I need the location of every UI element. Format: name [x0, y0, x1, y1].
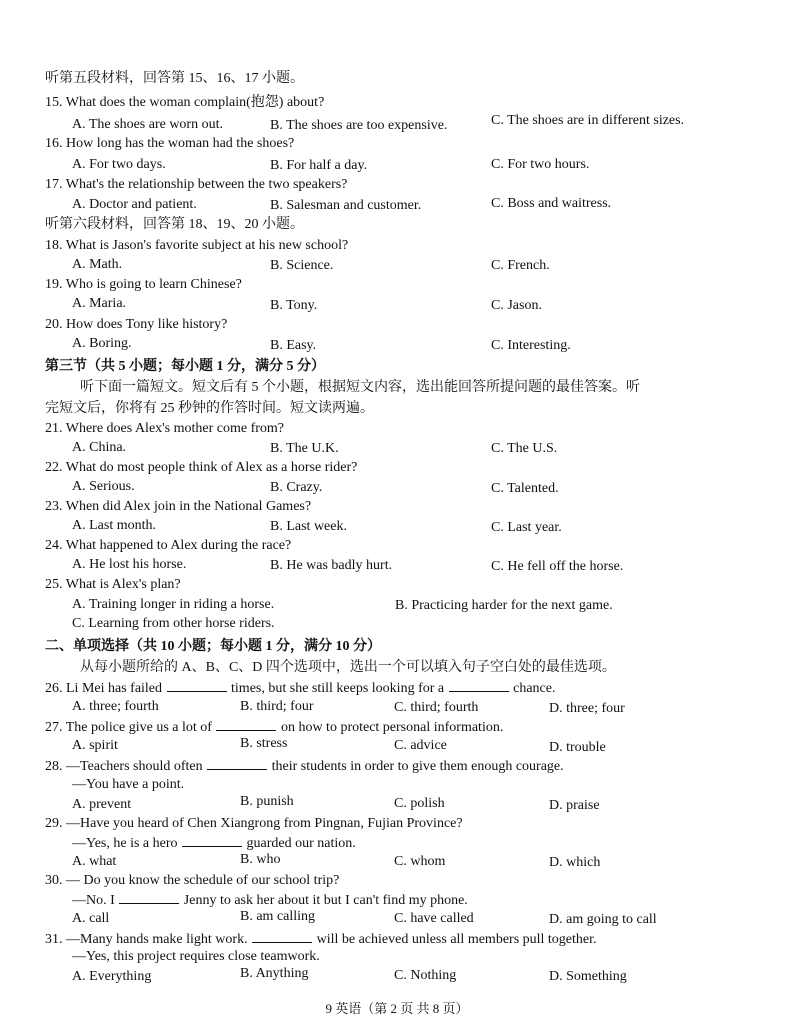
- question-30-option-b: B. am calling: [240, 909, 316, 924]
- question-30-option-c: C. have called: [394, 911, 474, 926]
- question-25-option-a: A. Training longer in riding a horse.: [72, 597, 275, 612]
- question-19-option-c: C. Jason.: [491, 298, 542, 313]
- question-26-option-b: B. third; four: [240, 699, 314, 714]
- question-23-option-a: A. Last month.: [72, 518, 156, 533]
- question-31-option-d: D. Something: [549, 969, 627, 984]
- question-17-option-b: B. Salesman and customer.: [270, 198, 422, 213]
- question-20-option-a: A. Boring.: [72, 336, 132, 351]
- question-31-blank: [252, 930, 312, 943]
- page-footer: 9 英语（第 2 页 共 8 页）: [325, 1001, 469, 1016]
- question-30-option-a: A. call: [72, 911, 110, 926]
- question-27-option-c: C. advice: [394, 738, 447, 753]
- question-26-stem-part3: chance.: [513, 681, 556, 696]
- question-19-option-a: A. Maria.: [72, 296, 127, 311]
- question-31-stem-part1: 31. —Many hands make light work.: [45, 932, 248, 947]
- question-28-option-a: A. prevent: [72, 797, 132, 812]
- question-29-blank: [182, 834, 242, 847]
- question-16-option-c: C. For two hours.: [491, 157, 590, 172]
- question-25-option-b: B. Practicing harder for the next game.: [395, 598, 613, 613]
- question-22-option-b: B. Crazy.: [270, 480, 323, 495]
- question-27-option-b: B. stress: [240, 736, 288, 751]
- question-22-option-c: C. Talented.: [491, 481, 559, 496]
- question-31-reply: —Yes, this project requires close teamwork.: [72, 949, 320, 964]
- question-23-option-c: C. Last year.: [491, 520, 562, 535]
- question-27-option-a: A. spirit: [72, 738, 118, 753]
- question-27-stem-part1: 27. The police give us a lot of: [45, 720, 212, 735]
- question-27-option-d: D. trouble: [549, 740, 606, 755]
- question-20-stem: 20. How does Tony like history?: [45, 317, 228, 332]
- question-19-option-b: B. Tony.: [270, 298, 318, 313]
- question-30-option-d: D. am going to call: [549, 912, 657, 927]
- section-part6-heading: 听第六段材料，回答第 18、19、20 小题。: [45, 217, 304, 232]
- question-25-option-c: C. Learning from other horse riders.: [72, 616, 275, 631]
- question-29-stem: 29. —Have you heard of Chen Xiangrong from Pingnan, Fujian Province?: [45, 816, 463, 831]
- section-single-choice-intro: 从每小题所给的 A、B、C、D 四个选项中，选出一个可以填入句子空白处的最佳选项。: [80, 660, 616, 675]
- question-23-stem: 23. When did Alex join in the National Games?: [45, 499, 312, 514]
- question-20-option-c: C. Interesting.: [491, 338, 571, 353]
- section-part3-title: 第三节（共 5 小题；每小题 1 分，满分 5 分）: [45, 359, 325, 374]
- question-20-option-b: B. Easy.: [270, 338, 317, 353]
- question-15-option-c: C. The shoes are in different sizes.: [491, 113, 685, 128]
- section-part5-heading: 听第五段材料，回答第 15、16、17 小题。: [45, 71, 304, 86]
- question-29-reply-part2: guarded our nation.: [246, 836, 356, 851]
- question-28-reply: —You have a point.: [72, 777, 185, 792]
- question-29-option-a: A. what: [72, 854, 117, 869]
- question-31-stem: [45, 930, 597, 950]
- question-28-blank: [207, 757, 267, 770]
- section-single-choice-title: 二、单项选择（共 10 小题；每小题 1 分，满分 10 分）: [45, 639, 381, 654]
- question-24-option-b: B. He was badly hurt.: [270, 558, 393, 573]
- question-26-blank-1: [167, 679, 227, 692]
- question-24-option-c: C. He fell off the horse.: [491, 559, 624, 574]
- question-29-option-c: C. whom: [394, 854, 446, 869]
- section-part3-intro-line2: 完短文后，你将有 25 秒钟的作答时间。短文读两遍。: [45, 401, 374, 416]
- question-18-option-c: C. French.: [491, 258, 550, 273]
- question-30-blank: [119, 891, 179, 904]
- question-29-reply-part1: —Yes, he is a hero: [72, 836, 178, 851]
- question-28-option-d: D. praise: [549, 798, 600, 813]
- question-31-option-c: C. Nothing: [394, 968, 457, 983]
- question-21-option-a: A. China.: [72, 440, 127, 455]
- question-26-stem: [45, 679, 555, 699]
- question-18-stem: 18. What is Jason's favorite subject at his new school?: [45, 238, 349, 253]
- question-18-option-a: A. Math.: [72, 257, 123, 272]
- question-26-stem-part2: times, but she still keeps looking for a: [231, 681, 445, 696]
- question-18-option-b: B. Science.: [270, 258, 334, 273]
- question-17-option-a: A. Doctor and patient.: [72, 197, 197, 212]
- question-26-option-a: A. three; fourth: [72, 699, 159, 714]
- question-31-stem-part2: will be achieved unless all members pull together.: [316, 932, 597, 947]
- question-29-option-b: B. who: [240, 852, 281, 867]
- question-28-stem: [45, 757, 564, 777]
- question-31-option-a: A. Everything: [72, 969, 152, 984]
- question-15-option-a: A. The shoes are worn out.: [72, 117, 223, 132]
- question-26-blank-2: [449, 679, 509, 692]
- question-26-option-c: C. third; fourth: [394, 700, 479, 715]
- question-31-option-b: B. Anything: [240, 966, 309, 981]
- question-23-option-b: B. Last week.: [270, 519, 347, 534]
- question-15-stem: 15. What does the woman complain(抱怨) about?: [45, 95, 325, 110]
- question-27-stem-part2: on how to protect personal information.: [280, 720, 504, 735]
- question-22-option-a: A. Serious.: [72, 479, 135, 494]
- question-22-stem: 22. What do most people think of Alex as a horse rider?: [45, 460, 358, 475]
- question-30-stem: 30. — Do you know the schedule of our school trip?: [45, 873, 340, 888]
- section-part3-intro-line1: 听下面一篇短文。短文后有 5 个小题，根据短文内容，选出能回答所提问题的最佳答案。听: [80, 380, 640, 395]
- question-19-stem: 19. Who is going to learn Chinese?: [45, 277, 242, 292]
- question-30-reply-part1: —No. I: [72, 893, 115, 908]
- question-27-blank: [216, 718, 276, 731]
- question-30-reply-part2: Jenny to ask her about it but I can't find my phone.: [183, 893, 468, 908]
- question-16-stem: 16. How long has the woman had the shoes?: [45, 136, 295, 151]
- question-25-stem: 25. What is Alex's plan?: [45, 577, 181, 592]
- question-28-stem-part1: 28. —Teachers should often: [45, 759, 203, 774]
- question-26-stem-part1: 26. Li Mei has failed: [45, 681, 163, 696]
- question-21-option-b: B. The U.K.: [270, 441, 339, 456]
- question-21-stem: 21. Where does Alex's mother come from?: [45, 421, 285, 436]
- question-15-option-b: B. The shoes are too expensive.: [270, 118, 448, 133]
- question-29-option-d: D. which: [549, 855, 601, 870]
- question-24-stem: 24. What happened to Alex during the race?: [45, 538, 292, 553]
- question-28-option-c: C. polish: [394, 796, 445, 811]
- question-21-option-c: C. The U.S.: [491, 441, 558, 456]
- question-24-option-a: A. He lost his horse.: [72, 557, 187, 572]
- question-17-option-c: C. Boss and waitress.: [491, 196, 612, 211]
- question-16-option-b: B. For half a day.: [270, 158, 368, 173]
- question-26-option-d: D. three; four: [549, 701, 625, 716]
- question-28-stem-part2: their students in order to give them enough courage.: [271, 759, 564, 774]
- question-28-option-b: B. punish: [240, 794, 294, 809]
- question-16-option-a: A. For two days.: [72, 157, 166, 172]
- question-17-stem: 17. What's the relationship between the two speakers?: [45, 177, 348, 192]
- question-29-reply: [72, 834, 356, 854]
